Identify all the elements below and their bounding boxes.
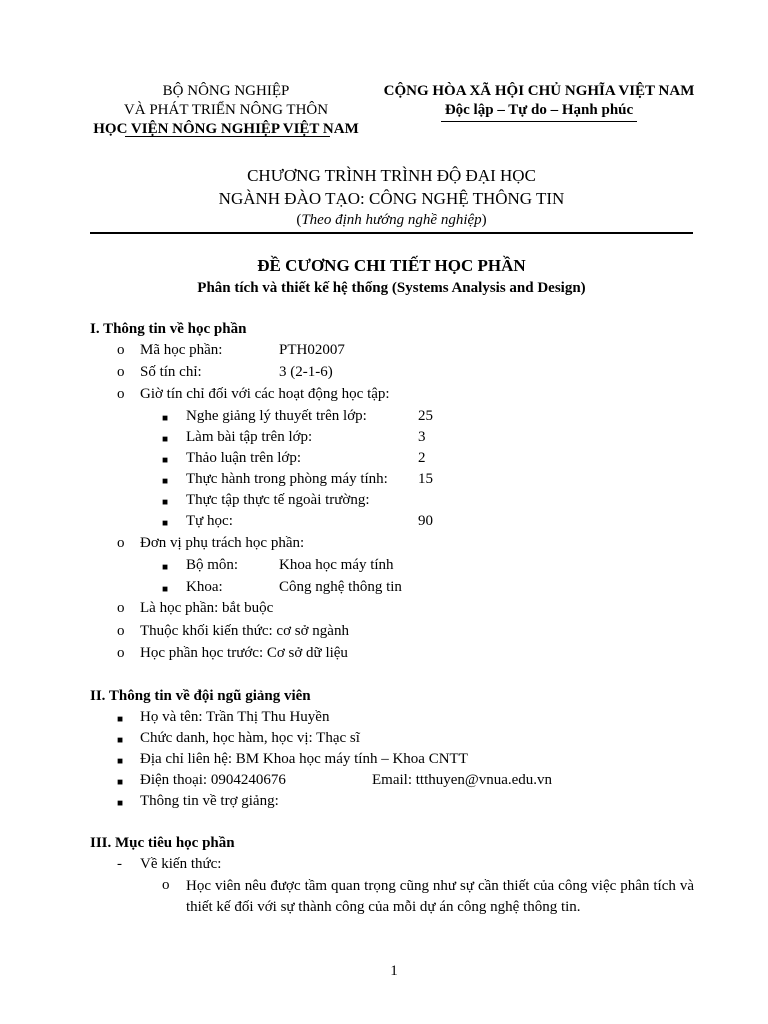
- credits-label: Số tín chỉ:: [140, 364, 202, 380]
- square-bullet-icon: ■: [162, 518, 169, 529]
- orient-text: Theo định hướng nghề nghiệp: [301, 212, 482, 228]
- ministry-line-2: VÀ PHÁT TRIỂN NÔNG THÔN: [123, 102, 329, 118]
- square-bullet-icon: ■: [162, 584, 169, 595]
- faculty-value: Công nghệ thông tin: [279, 579, 402, 595]
- credit-hours-label: Giờ tín chỉ đối với các hoạt động học tập:: [140, 386, 390, 402]
- division-value: Khoa học máy tính: [279, 557, 394, 573]
- lecturer-address: Địa chỉ liên hệ: BM Khoa học máy tính – Khoa CNTT: [140, 751, 468, 767]
- knowledge-objective-label: Về kiến thức:: [140, 856, 222, 872]
- activity-value: 25: [418, 408, 433, 424]
- square-bullet-icon: ■: [162, 434, 169, 445]
- course-code-label: Mã học phần:: [140, 342, 223, 358]
- section-2-heading: II. Thông tin về đội ngũ giảng viên: [90, 688, 311, 704]
- square-bullet-icon: ■: [162, 455, 169, 466]
- national-header: [370, 82, 708, 120]
- lecturer-email: Email: ttthuyen@vnua.edu.vn: [372, 772, 553, 788]
- activity-value: 90: [418, 513, 433, 529]
- activity-label: Tự học:: [186, 513, 233, 529]
- program-orientation: [90, 212, 693, 229]
- assistant-info: Thông tin về trợ giảng:: [140, 793, 279, 809]
- ministry-line-1: BỘ NÔNG NGHIỆP: [162, 83, 290, 99]
- academy-name: HỌC VIỆN NÔNG NGHIỆP VIỆT NAM: [93, 121, 359, 137]
- square-bullet-icon: ■: [162, 476, 169, 487]
- circle-bullet-icon: o: [117, 386, 125, 402]
- section-1-heading: I. Thông tin về học phần: [90, 321, 247, 337]
- lecturer-phone: Điện thoại: 0904240676: [140, 772, 286, 788]
- circle-bullet-icon: o: [117, 645, 125, 661]
- section-3-heading: III. Mục tiêu học phần: [90, 835, 235, 851]
- square-bullet-icon: ■: [117, 798, 124, 809]
- document-title: ĐỀ CƯƠNG CHI TIẾT HỌC PHẦN: [257, 256, 526, 275]
- circle-bullet-icon: o: [117, 364, 125, 380]
- square-bullet-icon: ■: [117, 756, 124, 767]
- national-motto-line-2: Độc lập – Tự do – Hạnh phúc: [444, 102, 634, 118]
- knowledge-block: Thuộc khối kiến thức: cơ sở ngành: [140, 623, 349, 639]
- course-code-value: PTH02007: [279, 342, 345, 358]
- program-major: NGÀNH ĐÀO TẠO: CÔNG NGHỆ THÔNG TIN: [218, 189, 565, 208]
- activity-value: 2: [418, 450, 426, 466]
- circle-bullet-icon: o: [162, 877, 170, 893]
- activity-label: Thực hành trong phòng máy tính:: [186, 471, 388, 487]
- activity-label: Làm bài tập trên lớp:: [186, 429, 313, 445]
- motto-underline: [441, 121, 637, 122]
- orient-open: (: [296, 212, 302, 228]
- national-motto-line-1: CỘNG HÒA XÃ HỘI CHỦ NGHĨA VIỆT NAM: [383, 83, 695, 99]
- square-bullet-icon: ■: [162, 413, 169, 424]
- activity-label: Thực tập thực tế ngoài trường:: [186, 492, 370, 508]
- orient-close: ): [481, 212, 487, 228]
- course-type: Là học phần: bắt buộc: [140, 600, 274, 616]
- square-bullet-icon: ■: [162, 497, 169, 508]
- credits-value: 3 (2-1-6): [279, 364, 333, 380]
- page-number: 1: [390, 963, 398, 979]
- program-title: CHƯƠNG TRÌNH TRÌNH ĐỘ ĐẠI HỌC: [247, 166, 536, 185]
- circle-bullet-icon: o: [117, 600, 125, 616]
- prerequisite: Học phần học trước: Cơ sở dữ liệu: [140, 645, 348, 661]
- header-divider: [90, 232, 693, 234]
- dash-bullet-icon: -: [117, 856, 122, 872]
- circle-bullet-icon: o: [117, 342, 125, 358]
- faculty-label: Khoa:: [186, 579, 223, 595]
- square-bullet-icon: ■: [117, 735, 124, 746]
- square-bullet-icon: ■: [117, 714, 124, 725]
- activity-value: 3: [418, 429, 426, 445]
- square-bullet-icon: ■: [162, 562, 169, 573]
- lecturer-name: Họ và tên: Trần Thị Thu Huyền: [140, 709, 330, 725]
- division-label: Bộ môn:: [186, 557, 239, 573]
- ministry-header: [86, 82, 366, 139]
- document-subtitle: Phân tích và thiết kế hệ thống (Systems Analysis and Design): [197, 280, 586, 296]
- circle-bullet-icon: o: [117, 623, 125, 639]
- department-label: Đơn vị phụ trách học phần:: [140, 535, 305, 551]
- knowledge-objective-text: Học viên nêu được tầm quan trọng cũng như sự cần thiết của công việc phân tích và thiết kế đối với sự thành công của mỗi dự án công nghệ thông tin.: [186, 878, 694, 915]
- activity-label: Nghe giảng lý thuyết trên lớp:: [186, 408, 367, 424]
- activity-value: 15: [418, 471, 433, 487]
- lecturer-title: Chức danh, học hàm, học vị: Thạc sĩ: [140, 730, 360, 746]
- circle-bullet-icon: o: [117, 535, 125, 551]
- square-bullet-icon: ■: [117, 777, 124, 788]
- activity-label: Thảo luận trên lớp:: [186, 450, 301, 466]
- academy-underline: [125, 136, 330, 137]
